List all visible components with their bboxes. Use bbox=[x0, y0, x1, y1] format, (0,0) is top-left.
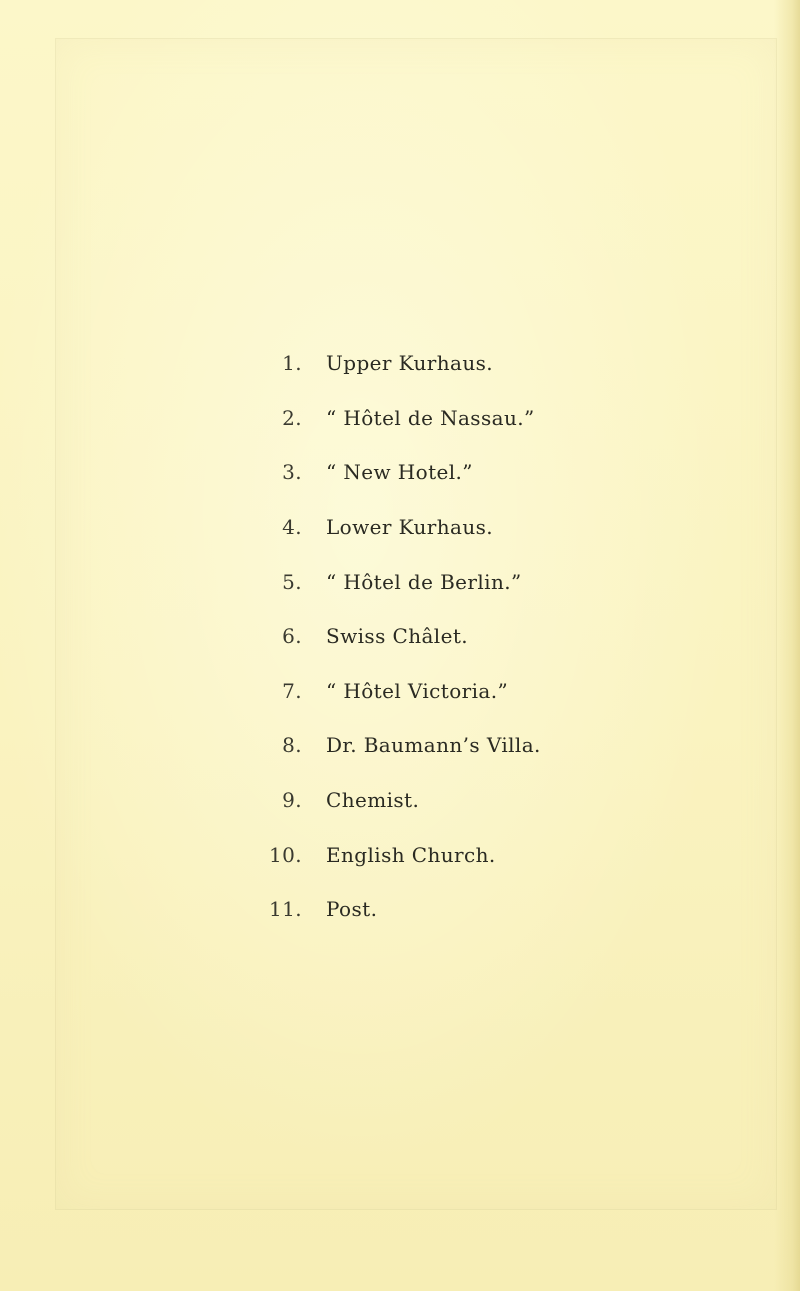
legend-item bbox=[250, 609, 670, 664]
map-legend bbox=[250, 336, 670, 937]
legend-item-number: 8. bbox=[282, 733, 302, 758]
legend-item bbox=[250, 336, 670, 391]
legend-item-number: 2. bbox=[282, 405, 302, 430]
page-edge bbox=[774, 0, 800, 1291]
legend-item-label: Post. bbox=[326, 897, 378, 922]
legend-item bbox=[250, 445, 670, 500]
legend-item-number: 4. bbox=[282, 515, 302, 540]
legend-item bbox=[250, 554, 670, 609]
legend-item-label: “ New Hotel.” bbox=[326, 460, 473, 485]
legend-item bbox=[250, 664, 670, 719]
legend-item-label: Upper Kurhaus. bbox=[326, 351, 494, 376]
legend-item-label: “ Hôtel de Nassau.” bbox=[326, 405, 535, 430]
legend-item bbox=[250, 718, 670, 773]
legend-item-number: 7. bbox=[282, 678, 302, 703]
legend-item bbox=[250, 773, 670, 828]
legend-item-label: Swiss Châlet. bbox=[326, 624, 469, 649]
legend-item-label: English Church. bbox=[326, 842, 496, 867]
legend-item bbox=[250, 827, 670, 882]
legend-item-label: “ Hôtel de Berlin.” bbox=[326, 569, 522, 594]
legend-item-number: 5. bbox=[282, 569, 302, 594]
legend-item-number: 3. bbox=[282, 460, 302, 485]
legend-item-label: Lower Kurhaus. bbox=[326, 515, 494, 540]
legend-item-number: 6. bbox=[282, 624, 302, 649]
legend-item-number: 11. bbox=[268, 897, 302, 922]
legend-item bbox=[250, 500, 670, 555]
legend-item-label: Chemist. bbox=[326, 788, 420, 813]
legend-item-number: 1. bbox=[282, 351, 302, 376]
legend-item-label: Dr. Baumann’s Villa. bbox=[326, 733, 541, 758]
legend-item-number: 10. bbox=[268, 842, 302, 867]
legend-item-label: “ Hôtel Victoria.” bbox=[326, 678, 509, 703]
legend-item bbox=[250, 391, 670, 446]
legend-item bbox=[250, 882, 670, 937]
legend-item-number: 9. bbox=[282, 788, 302, 813]
